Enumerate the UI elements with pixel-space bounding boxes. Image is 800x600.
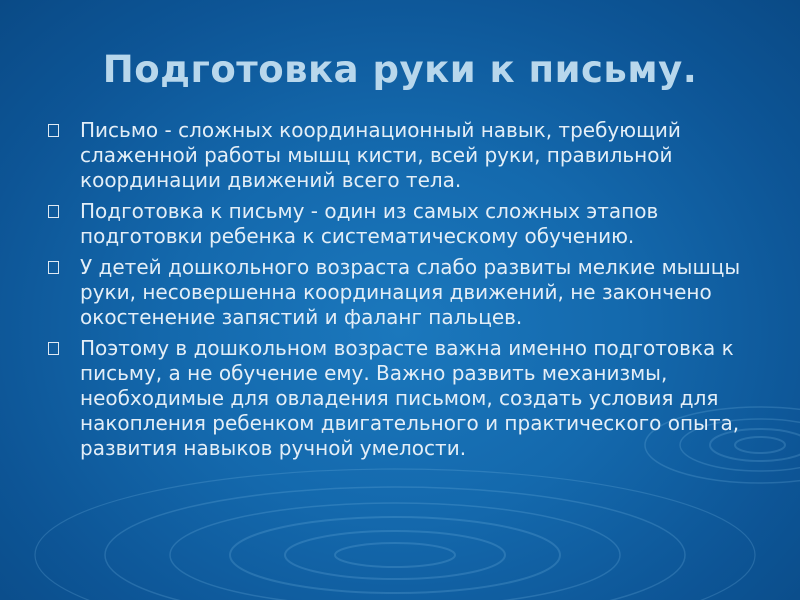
slide-title: Подготовка руки к письму. <box>102 48 698 91</box>
bullet-text: Поэтому в дошкольном возрасте важна именно подготовка к письму, а не обучение ему. Важно развить механизмы, необходимые для овладения письмом, создать условия для накопления ребенком двигательного и практического опыта, развития навыков ручной умелости. <box>80 336 740 460</box>
bullet-text: У детей дошкольного возраста слабо развиты мелкие мышцы руки, несовершенна координация движений, не закончено окостенение запястий и фаланг пальцев. <box>80 255 741 329</box>
bullet-item <box>48 199 768 249</box>
bullet-item <box>48 336 768 461</box>
bullet-list <box>48 118 768 467</box>
bullet-box-icon <box>48 124 59 137</box>
bullet-text: Подготовка к письму - один из самых сложных этапов подготовки ребенка к систематическому обучению. <box>80 199 659 248</box>
bullet-box-icon <box>48 261 59 274</box>
bullet-box-icon <box>48 342 59 355</box>
bullet-item <box>48 118 768 193</box>
bullet-box-icon <box>48 205 59 218</box>
bullet-text: Письмо - сложных координационный навык, требующий слаженной работы мышц кисти, всей руки, правильной координации движений всего тела. <box>80 118 681 192</box>
bullet-item <box>48 255 768 330</box>
